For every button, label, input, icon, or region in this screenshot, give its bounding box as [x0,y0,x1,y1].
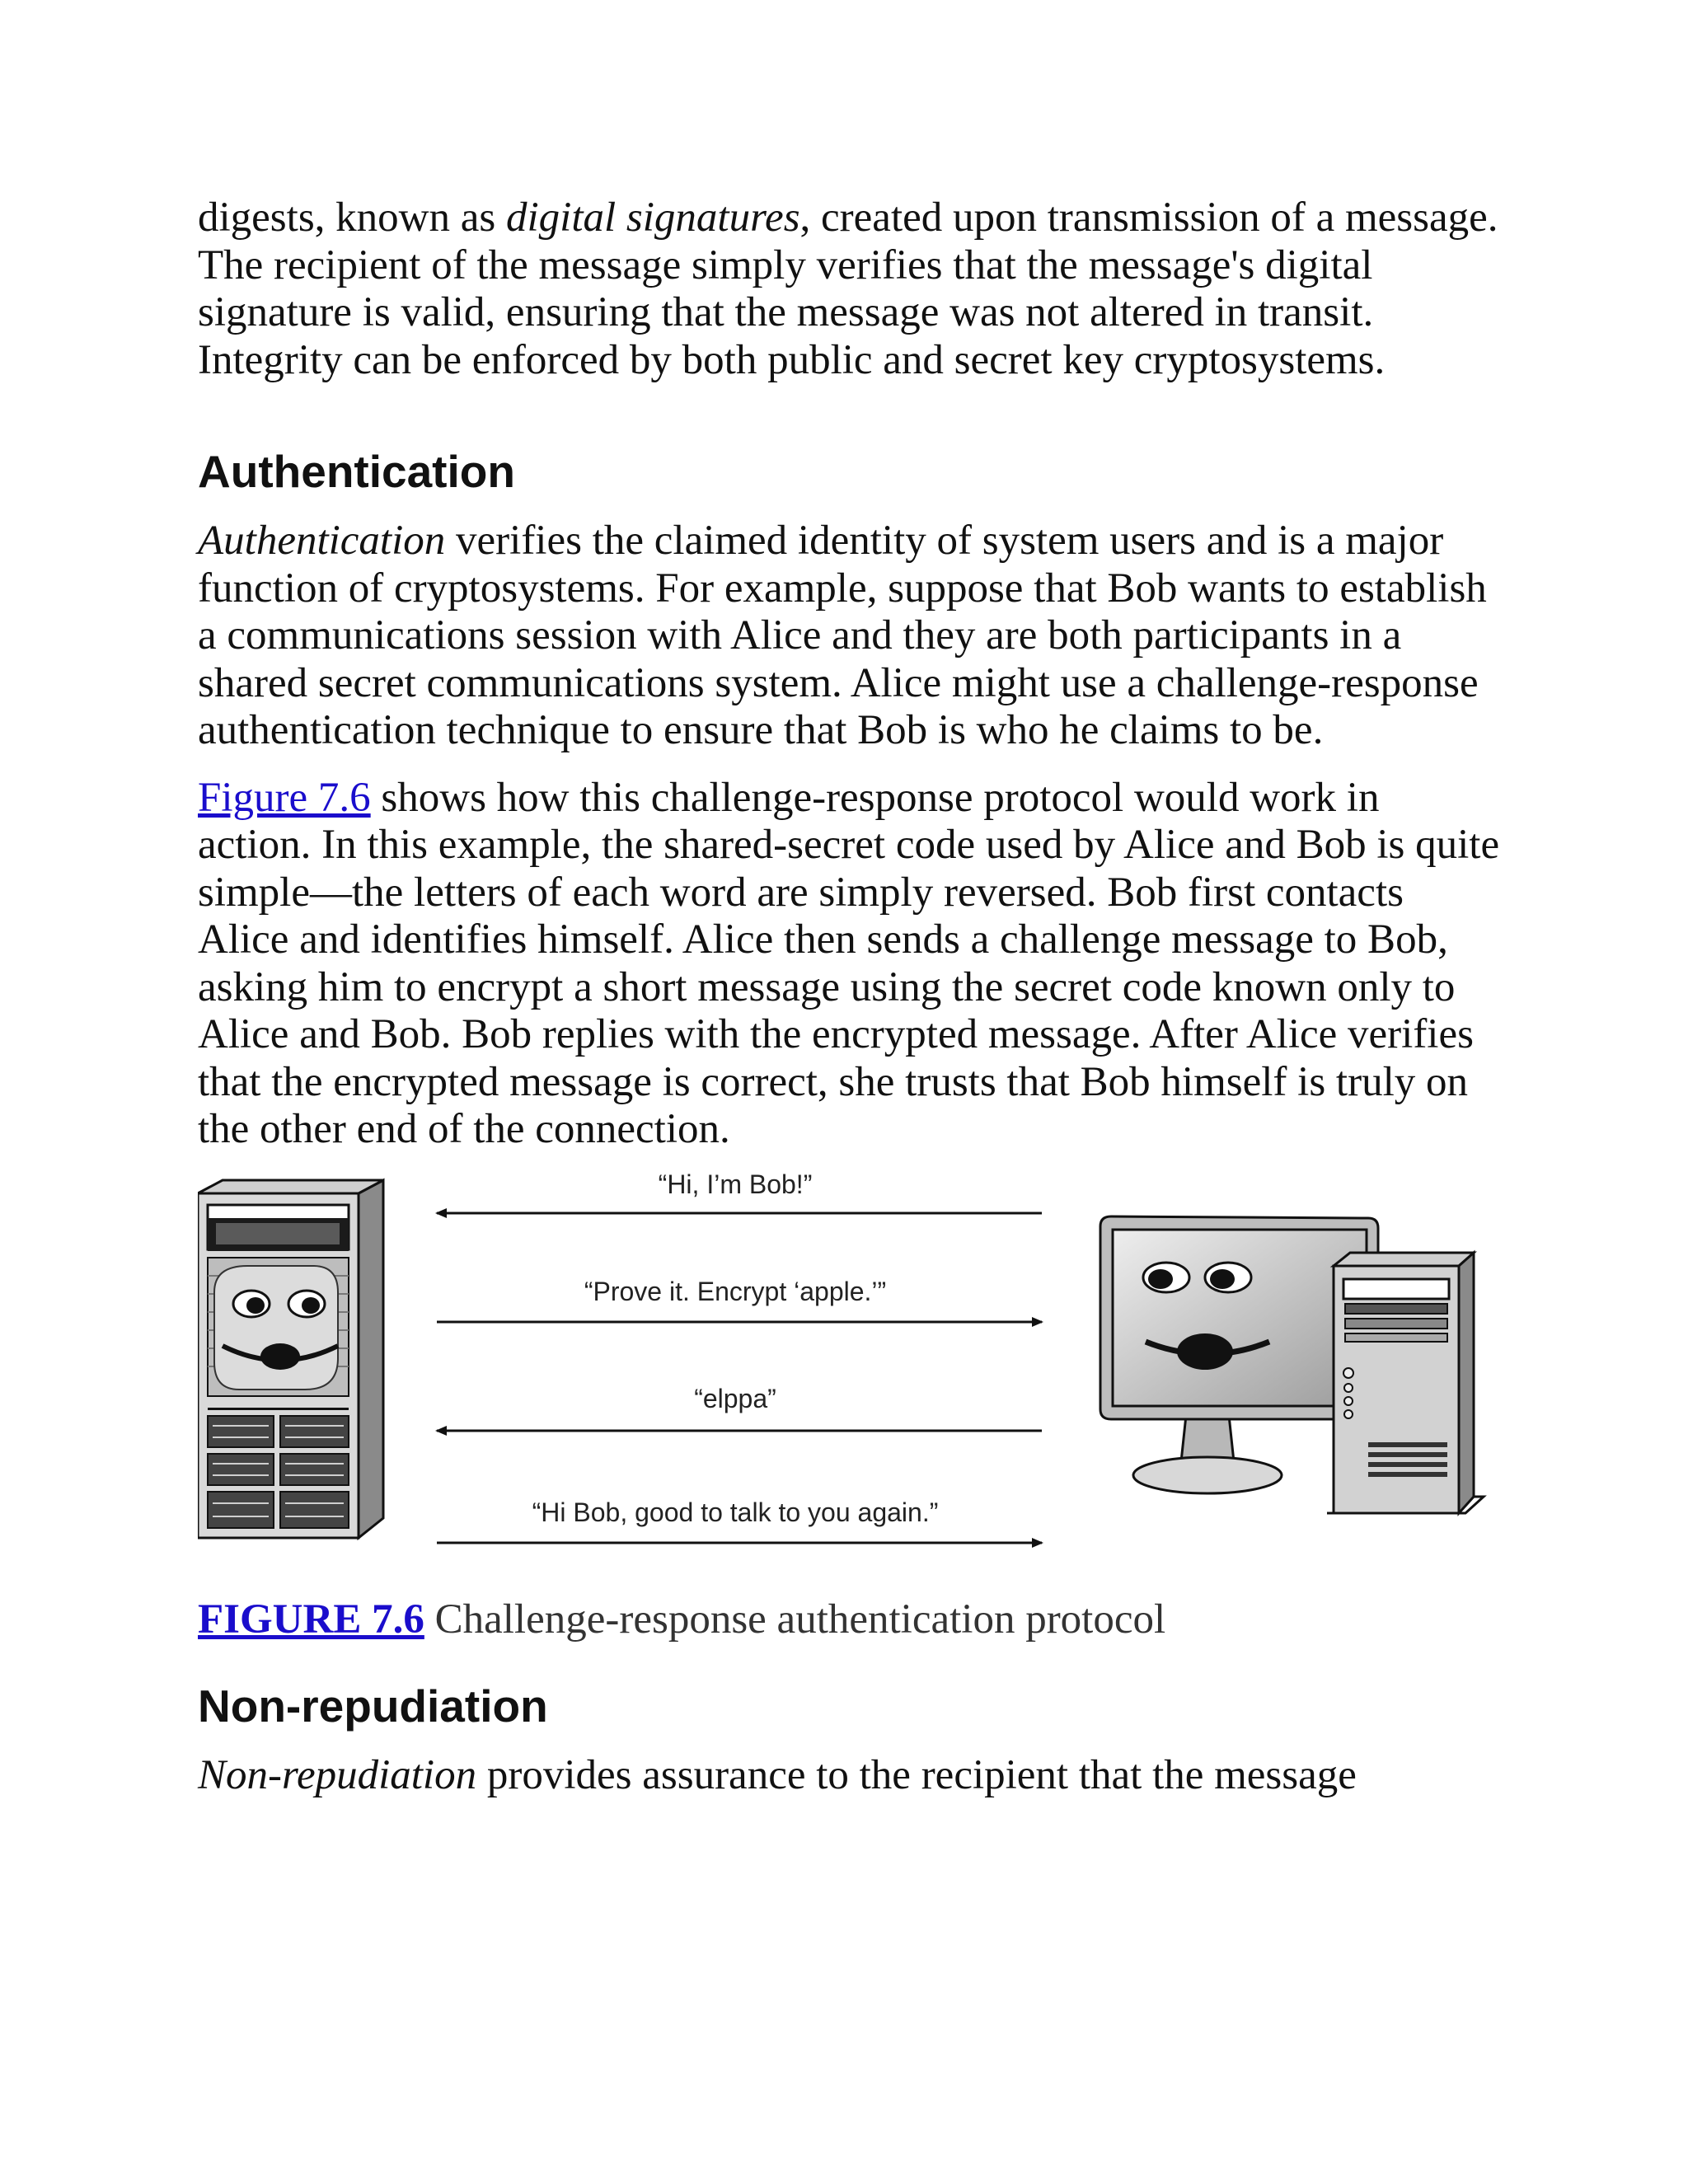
intro-paragraph [198,194,1500,384]
figure-caption-label[interactable]: FIGURE 7.6 [198,1596,424,1643]
nonrepudiation-paragraph-text: provides assurance to the recipient that the message [476,1751,1357,1798]
challenge-response-diagram [198,1169,1500,1589]
figure-caption [198,1596,1500,1643]
figure-7-6-link[interactable]: Figure 7.6 [198,774,371,821]
page-content [198,194,1500,1799]
computer-icon [1100,1216,1484,1513]
message-2-text: “Prove it. Encrypt ‘apple.’” [584,1276,887,1306]
authentication-paragraph-2-text: shows how this challenge-response protocol would work in action. In this example, the shared-secret code used by Alice and Bob is quite simple—the letters of each word are simply reversed. Bob first contacts Alice and identifies himself. Alice then sends a challenge message to Bob, asking him to encrypt a short message using the secret code known only to Alice and Bob. Bob replies with the encrypted message. After Alice verifies that the encrypted message is correct, she trusts that Bob himself is truly on the other end of the connection. [198,774,1500,1152]
authentication-paragraph-1-text: verifies the claimed identity of system users and is a major function of cryptosystems. For example, suppose that Bob wants to establish a communications session with Alice and they are both participants in a shared secret communications system. Alice might use a challenge-response authentication technique to ensure that Bob is who he claims to be. [198,518,1487,753]
authentication-paragraph-2 [198,775,1500,1154]
message-1-text: “Hi, I’m Bob!” [658,1169,813,1199]
message-3-text: “elppa” [694,1383,776,1413]
nonrepudiation-paragraph [198,1752,1500,1800]
authentication-heading: Authentication [198,446,515,497]
challenge-response-figure [198,1169,1500,1589]
message-4 [437,1497,1042,1543]
term-non-repudiation: Non-repudiation [198,1751,477,1798]
term-authentication: Authentication [198,518,446,564]
message-4-text: “Hi Bob, good to talk to you again.” [532,1497,939,1527]
message-1 [437,1169,1042,1213]
figure-caption-text: Challenge-response authentication protocol [424,1596,1166,1643]
term-digital-signatures: digital signatures [505,194,800,241]
intro-suffix: , created upon transmission of a message. The recipient of the message simply verifies that the message's digital signature is valid, ensuring that the message was not altered in transit. Integrity can be enforced by both public and secret key cryptosystems. [198,194,1498,383]
message-2 [437,1277,1042,1322]
message-3 [437,1384,1042,1431]
authentication-paragraph-1 [198,518,1500,755]
server-icon [198,1180,383,1538]
intro-prefix: digests, known as [198,194,506,241]
nonrepudiation-heading: Non-repudiation [198,1680,548,1732]
